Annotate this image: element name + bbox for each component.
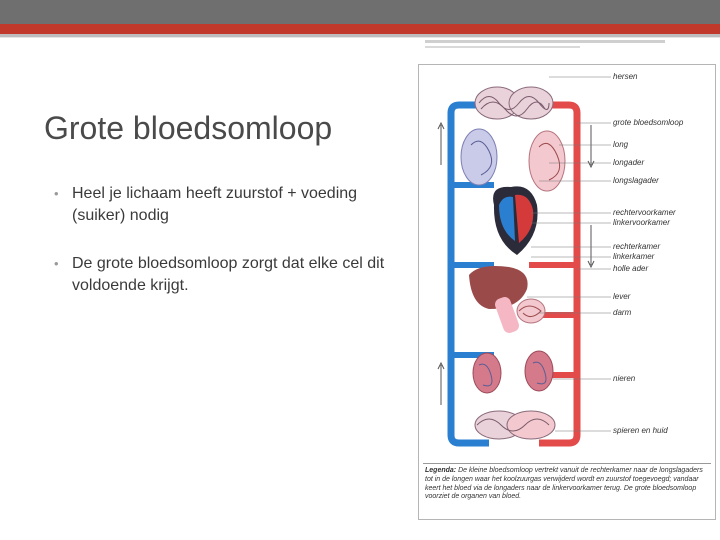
label-holle-ader: holle ader bbox=[613, 264, 649, 273]
kidneys bbox=[473, 351, 553, 393]
label-rechterkamer: rechterkamer bbox=[613, 242, 661, 251]
bullet-text: De grote bloedsomloop zorgt dat elke cel dit voldoende krijgt. bbox=[72, 255, 385, 294]
label-longslagader: longslagader bbox=[613, 176, 659, 185]
label-long: long bbox=[613, 140, 629, 149]
top-accent-bar bbox=[0, 24, 720, 34]
bullet-text: Heel je lichaam heeft zuurstof + voeding (suiker) nodig bbox=[72, 185, 358, 224]
slide-title: Grote bloedsomloop bbox=[44, 110, 333, 146]
legend-heading: Legenda: bbox=[425, 467, 457, 474]
label-rechtervoorkamer: rechtervoorkamer bbox=[613, 208, 676, 217]
bullet-icon: • bbox=[54, 256, 59, 271]
circulation-diagram bbox=[418, 64, 716, 520]
legend-divider bbox=[423, 463, 711, 464]
muscle-capillaries bbox=[475, 411, 555, 439]
top-bar bbox=[0, 0, 720, 24]
bullet-icon: • bbox=[54, 186, 59, 201]
label-linkervoorkamer: linkervoorkamer bbox=[613, 218, 670, 227]
bullet-item bbox=[54, 183, 414, 227]
lungs bbox=[461, 129, 565, 191]
label-linkerkamer: linkerkamer bbox=[613, 252, 655, 261]
heart bbox=[493, 186, 537, 255]
thin-divider bbox=[0, 37, 720, 38]
intestine bbox=[493, 295, 545, 334]
brain-capillaries bbox=[475, 87, 553, 119]
bullet-item bbox=[54, 253, 414, 297]
legend-text: De kleine bloedsomloop vertrekt vanuit de rechterkamer naar de longslagaders tot in de longen waar het koolzuurgas verwijderd wordt en zuurstof toegevoegd; vandaar keert het bloed via de longaders naar de linkervoorkamer terug. De grote bloedsomloop voorziet de organen van bloed. bbox=[425, 467, 703, 501]
label-hersen: hersen bbox=[613, 72, 638, 81]
label-lever: lever bbox=[613, 292, 631, 301]
label-darm: darm bbox=[613, 308, 632, 317]
decorative-line bbox=[425, 46, 580, 48]
label-spieren-en-huid: spieren en huid bbox=[613, 426, 668, 435]
figure-legend bbox=[425, 467, 711, 502]
decorative-line bbox=[425, 40, 665, 43]
label-nieren: nieren bbox=[613, 374, 636, 383]
bullet-list bbox=[54, 183, 414, 323]
label-grote-bloedsomloop: grote bloedsomloop bbox=[613, 118, 684, 127]
label-longader: longader bbox=[613, 158, 645, 167]
